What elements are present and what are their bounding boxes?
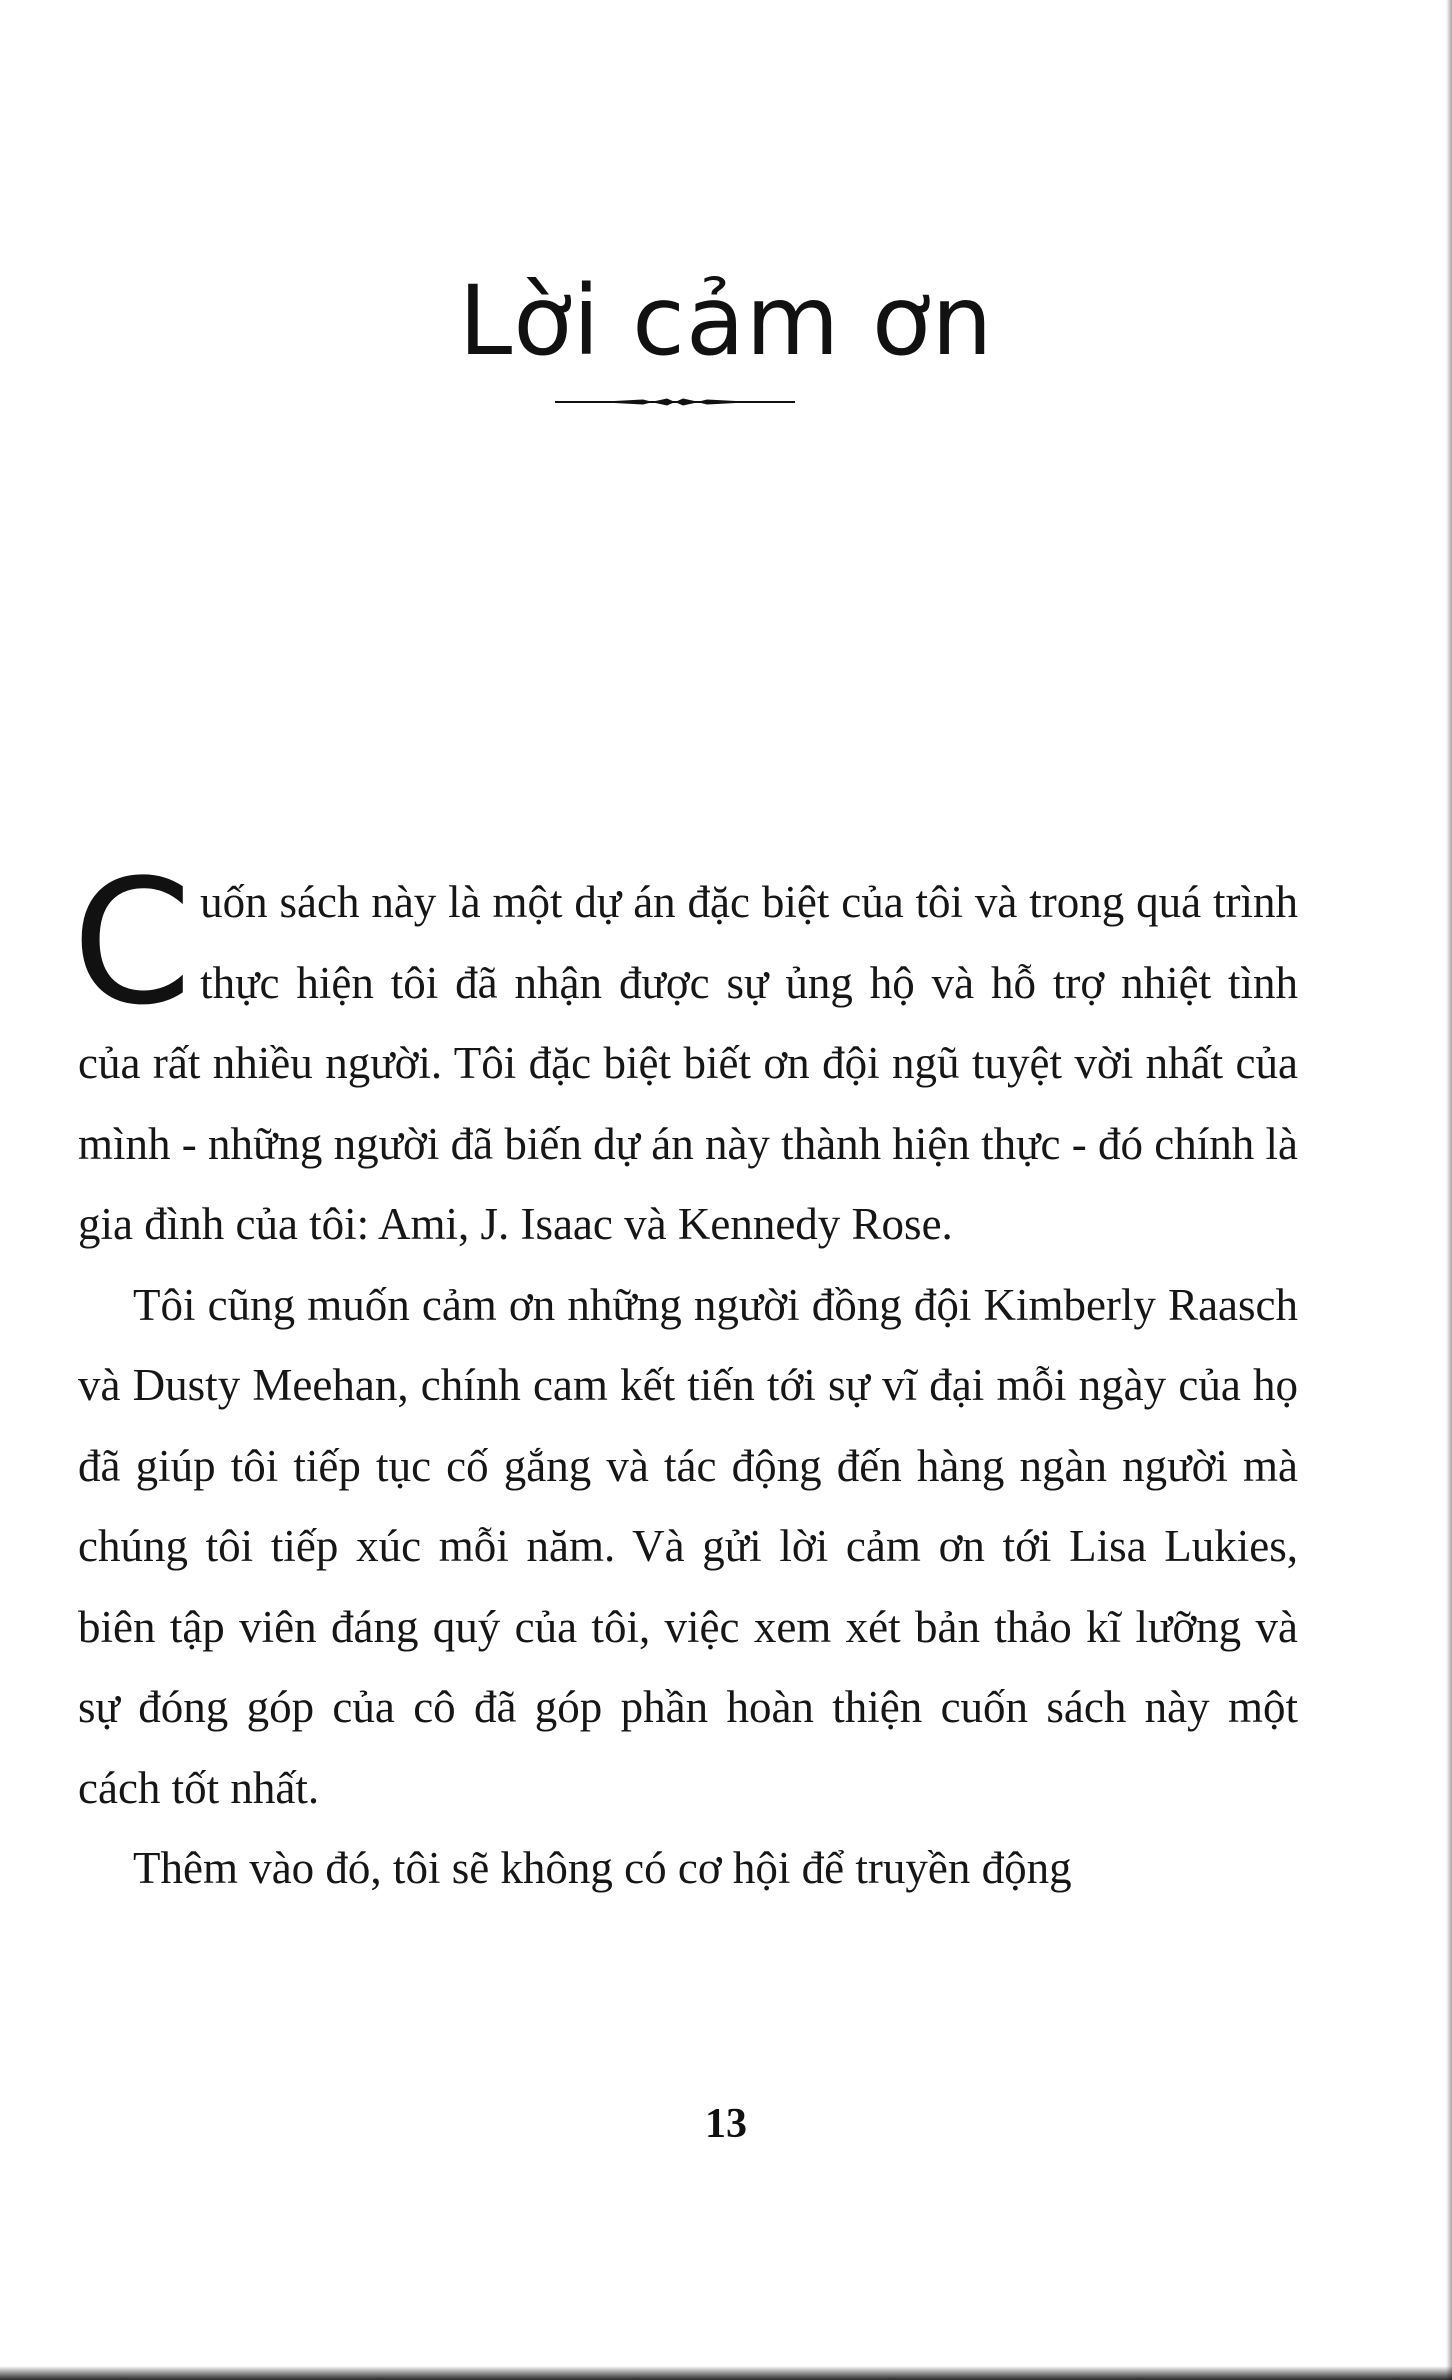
- paragraph-1: [72, 842, 1298, 1265]
- paragraph-2: Tôi cũng muốn cảm ơn những người đồng đội Kimberly Raasch và Dusty Meehan, chính cam kết tiến tới sự vĩ đại mỗi ngày của họ đã giúp tôi tiếp tục cố gắng và tác động đến hàng ngàn người mà chúng tôi tiếp xúc mỗi năm. Và gửi lời cảm ơn tới Lisa Lukies, biên tập viên đáng quý của tôi, việc xem xét bản thảo kĩ lưỡng và sự đóng góp của cô đã góp phần hoàn thiện cuốn sách này một cách tốt nhất.: [78, 1279, 1298, 1813]
- paragraph-1-text: uốn sách này là một dự án đặc biệt của tôi và trong quá trình thực hiện tôi đã nhận được sự ủng hộ và hỗ trợ nhiệt tình của rất nhiều người. Tôi đặc biệt biết ơn đội ngũ tuyệt vời nhất của mình - những người đã biến dự án này thành hiện thực - đó chính là gia đình của tôi: Ami, J. Isaac và Kennedy Rose.: [78, 877, 1298, 1249]
- page-title: Lời cảm ơn: [458, 265, 994, 377]
- page-number: 13: [705, 2101, 747, 2147]
- drop-cap: C: [72, 842, 193, 1043]
- paragraph-3: Thêm vào đó, tôi sẽ không có cơ hội để truyền động: [133, 1843, 1072, 1893]
- body-text: [72, 842, 1298, 1909]
- title-ornament: [555, 392, 795, 412]
- page-bottom-edge: [0, 2366, 1452, 2380]
- page-right-edge: [1446, 0, 1452, 2380]
